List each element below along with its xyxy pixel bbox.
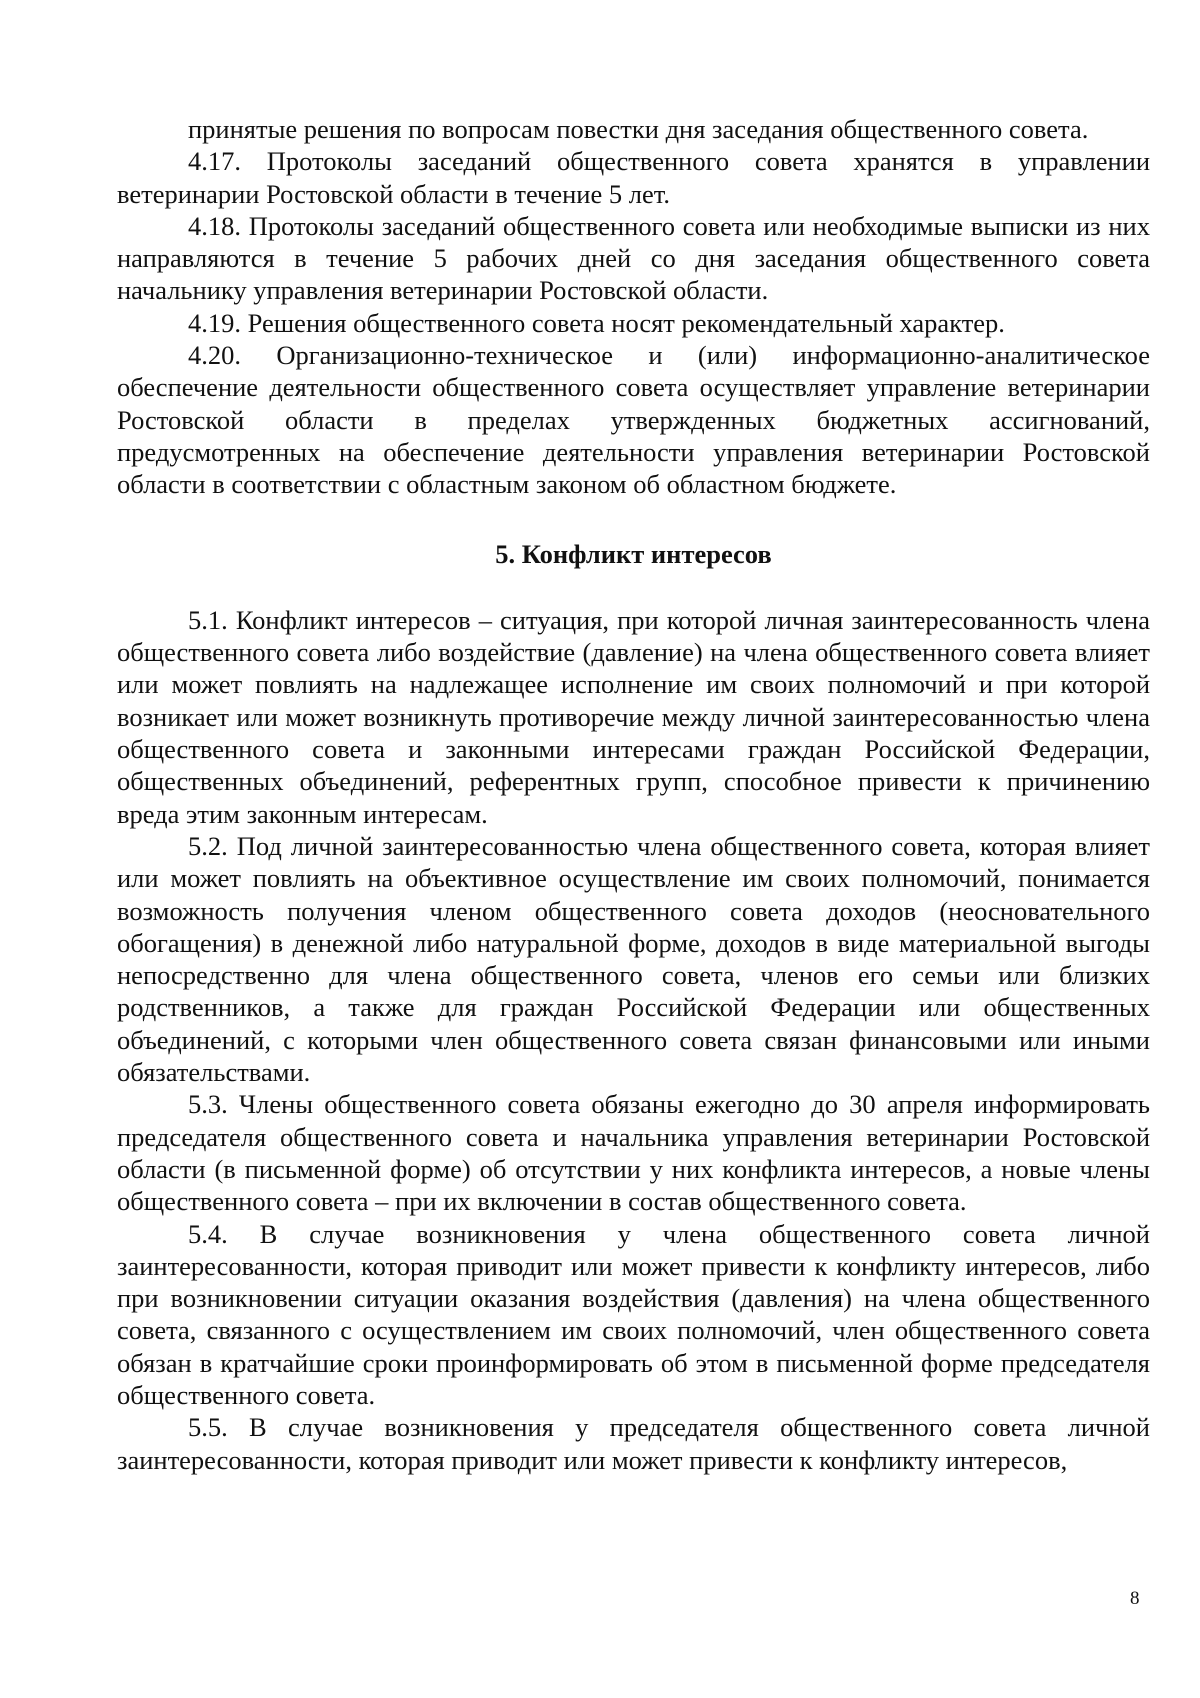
paragraph-agenda-decisions-continued: принятые решения по вопросам повестки дня заседания общественного совета. xyxy=(188,114,1089,144)
paragraph-4-18: 4.18. Протоколы заседаний общественного совета или необходимые выписки из них направляются в течение 5 рабочих дней со дня заседания общественного совета начальнику управления ветеринарии Ростовской области. xyxy=(117,210,1150,306)
paragraph-4-19: 4.19. Решения общественного совета носят рекомендательный характер. xyxy=(188,307,1005,338)
paragraph-5-1: 5.1. Конфликт интересов – ситуация, при которой личная заинтересованность члена общественного совета либо воздействие (давление) на члена общественного совета влияет или может повлиять на надлежащее исполнение им своих полномочий и при которой возникает или может возникнуть противоречие между личной заинтересованностью члена общественного совета и законными интересами граждан Российской Федерации, общественных объединений, референтных групп, способное привести к причинению вреда этим законным интересам. xyxy=(117,604,1150,829)
document-body xyxy=(117,113,1150,1476)
paragraph-5-2: 5.2. Под личной заинтересованностью члена общественного совета, которая влияет или может повлиять на объективное осуществление им своих полномочий, понимается возможность получения членом общественного совета доходов (неосновательного обогащения) в денежной либо натуральной форме, доходов в виде материальной выгоды непосредственно для члена общественного совета, членов его семьи или близких родственников, а также для граждан Российской Федерации или общественных объединений, с которыми член общественного совета связан финансовыми или иными обязательствами. xyxy=(117,830,1150,1088)
paragraph-4-17: 4.17. Протоколы заседаний общественного совета хранятся в управлении ветеринарии Ростовской области в течение 5 лет. xyxy=(117,146,1150,209)
paragraph-5-5: 5.5. В случае возникновения у председателя общественного совета личной заинтересованности, которая приводит или может привести к конфликту интересов, xyxy=(117,1412,1150,1475)
section-heading-conflict-of-interest: 5. Конфликт интересов xyxy=(495,538,772,569)
page-number: 8 xyxy=(1130,1588,1140,1609)
paragraph-5-4: 5.4. В случае возникновения у члена общественного совета личной заинтересованности, которая приводит или может привести к конфликту интересов, либо при возникновении ситуации оказания воздействия (давления) на члена общественного совета, связанного с осуществлением им своих полномочий, член общественного совета обязан в кратчайшие сроки проинформировать об этом в письменной форме председателя общественного совета. xyxy=(117,1218,1150,1410)
paragraph-4-20: 4.20. Организационно-техническое и (или) информационно-аналитическое обеспечение деятельности общественного совета осуществляет управление ветеринарии Ростовской области в пределах утвержденных бюджетных ассигнований, предусмотренных на обеспечение деятельности управления ветеринарии Ростовской области в соответствии с областным законом об областном бюджете. xyxy=(117,340,1150,500)
paragraph-5-3: 5.3. Члены общественного совета обязаны ежегодно до 30 апреля информировать председателя общественного совета и начальника управления ветеринарии Ростовской области (в письменной форме) об отсутствии у них конфликта интересов, а новые члены общественного совета – при их включении в состав общественного совета. xyxy=(117,1089,1150,1217)
